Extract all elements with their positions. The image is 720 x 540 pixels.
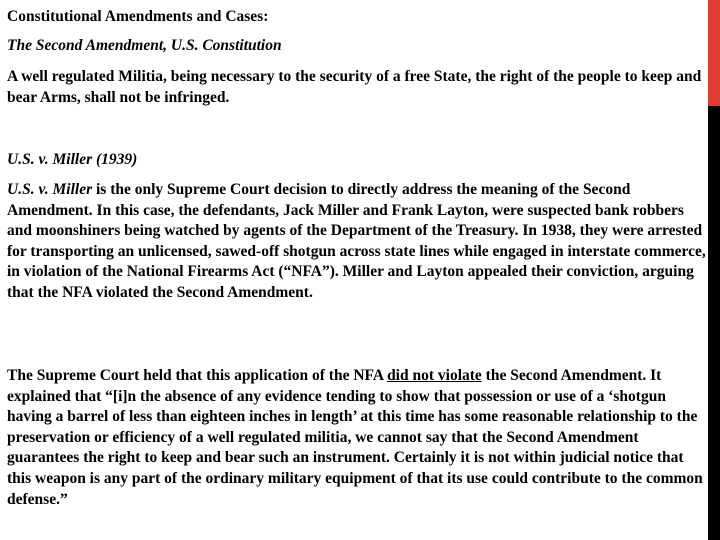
holding-text-after: the Second Amendment. It explained that “[i]n the absence of any evidence tending to show that possession or use of a ‘shotgun having a barrel of less than eighteen inches in length’ at this time has some reasonable relationship to the preservation or efficiency of a well regulated militia, we cannot say that the Second Amendment guarantees the right to keep and bear such an instrument. Certainly it is not within judicial notice that this weapon is any part of the ordinary military equipment of that its use could contribute to the common defense.” [7,367,703,508]
case-name: U.S. v. Miller [7,181,93,198]
amendment-text: A well regulated Militia, being necessary to the security of a free State, the right of the people to keep and bear Arms, shall not be infringed. [7,68,702,106]
case-heading: U.S. v. Miller (1939) [7,151,138,168]
holding-text-before: The Supreme Court held that this application of the NFA [7,367,388,384]
case-summary [7,180,707,304]
accent-bar-black [708,106,720,540]
case-summary-text: is the only Supreme Court decision to directly address the meaning of the Second Amendment. In this case, the defendants, Jack Miller and Frank Layton, were suspected bank robbers and moonshiners being watched by agents of the Department of the Treasury. In 1938, they were arrested for transporting an unlicensed, sawed-off shotgun across state lines while engaged in interstate commerce, in violation of the National Firearms Act (“NFA”). Miller and Layton appealed their conviction, arguing that the NFA violated the Second Amendment. [7,181,706,301]
holding-emphasis: did not violate [387,367,482,384]
holding-text [7,366,707,510]
amendment-heading: The Second Amendment, U.S. Constitution [7,37,282,54]
slide-title: Constitutional Amendments and Cases: [7,8,269,25]
accent-bar-red [708,0,720,106]
